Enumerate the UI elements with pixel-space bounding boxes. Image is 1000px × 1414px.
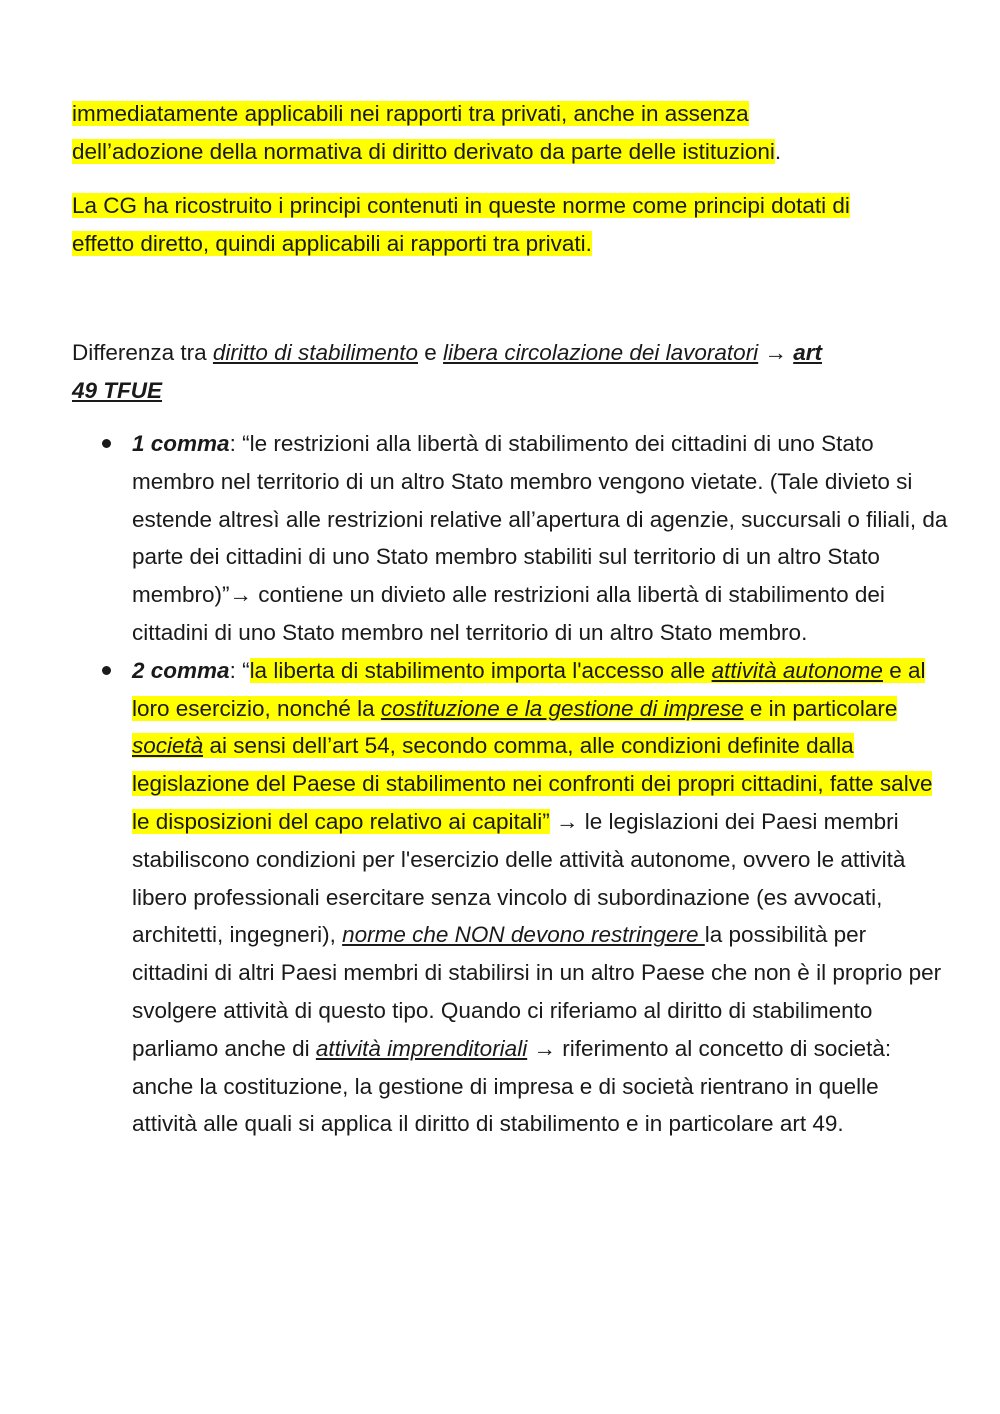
arrow-right-icon: → [229,582,253,608]
highlighted-text: ai sensi dell’art 54, secondo comma, alle condizioni definite dalla legislazione del Paese di stabilimento nei confronti dei propri cittadini, fatte salve le disposizioni del capo relativo ai capitali” [132,733,933,834]
bullet-icon [102,439,111,448]
text: : [229,431,243,456]
highlighted-text: La CG ha ricostruito i principi contenuti in queste norme come principi dotati di [72,193,850,218]
article-reference: art [793,340,822,365]
quote-text: “le restrizioni alla libertà di stabilimento dei cittadini di uno Stato membro nel territorio di un altro Stato membro vengono vietate. (Tale divieto si estende altresì alle restrizioni relative all’apertura di agenzie, succursali o filiali, da parte dei cittadini di uno Stato membro stabiliti sul territorio di un altro Stato membro)” [132,431,948,608]
text: la possibilità per cittadini di altri Paesi membri di stabilirsi in un altro Paese che non è il proprio per svolgere attività di questo tipo. Quando ci riferiamo al diritto di stabilimento parliamo anche di [132,922,942,1061]
text: Differenza tra [72,340,213,365]
arrow-right-icon: → [549,808,585,834]
underlined-term: attività autonome [711,657,883,683]
section-heading [72,334,942,410]
bullet-icon [102,666,111,675]
highlighted-text: e al loro esercizio, nonché la [132,657,926,721]
underlined-term: costituzione e la gestione di imprese [380,695,744,721]
text: contiene un divieto alle restrizioni alla libertà di stabilimento dei cittadini di uno Stato membro nel territorio di un altro Stato membro. [132,582,885,645]
highlighted-text: e in particolare [743,695,898,721]
item-label: 2 comma [132,657,230,683]
bullet-list [72,425,948,1143]
text: : “ [229,657,250,683]
underlined-term: attività imprenditoriali [315,1035,528,1061]
item-label: 1 comma [132,431,230,456]
highlighted-text: effetto diretto, quindi applicabili ai rapporti tra privati. [72,230,592,256]
highlighted-text: la liberta di stabilimento importa l'accesso alle [249,657,712,683]
text: e [418,340,444,365]
list-item [72,652,948,1143]
highlighted-text: immediatamente applicabili nei rapporti tra privati, anche in assenza [72,101,749,126]
underlined-term: diritto di stabilimento [212,340,418,365]
text: riferimento al concetto di società: anche la costituzione, la gestione di impresa e di società rientrano in quelle attività alle quali si applica il diritto di stabilimento e in particolare art 49. [132,1035,892,1137]
underlined-term: società [132,733,204,759]
highlighted-text: dell’adozione della normativa di diritto derivato da parte delle istituzioni [72,138,775,164]
arrow-right-icon: → [758,340,794,365]
paragraph-cg [72,187,942,263]
underlined-term: norme che NON devono restringere [342,922,705,948]
underlined-term: libera circolazione dei lavoratori [443,340,759,365]
list-item [72,425,948,652]
paragraph-intro [72,95,942,171]
text: . [774,138,782,164]
article-reference: 49 TFUE [72,377,163,403]
arrow-right-icon: → [527,1035,563,1061]
text: le legislazioni dei Paesi membri stabiliscono condizioni per l'esercizio delle attività autonome, ovvero le attività libero professionali esercitare senza vincolo di subordinazione (es avvocati, architetti, ingegneri), [132,808,906,948]
